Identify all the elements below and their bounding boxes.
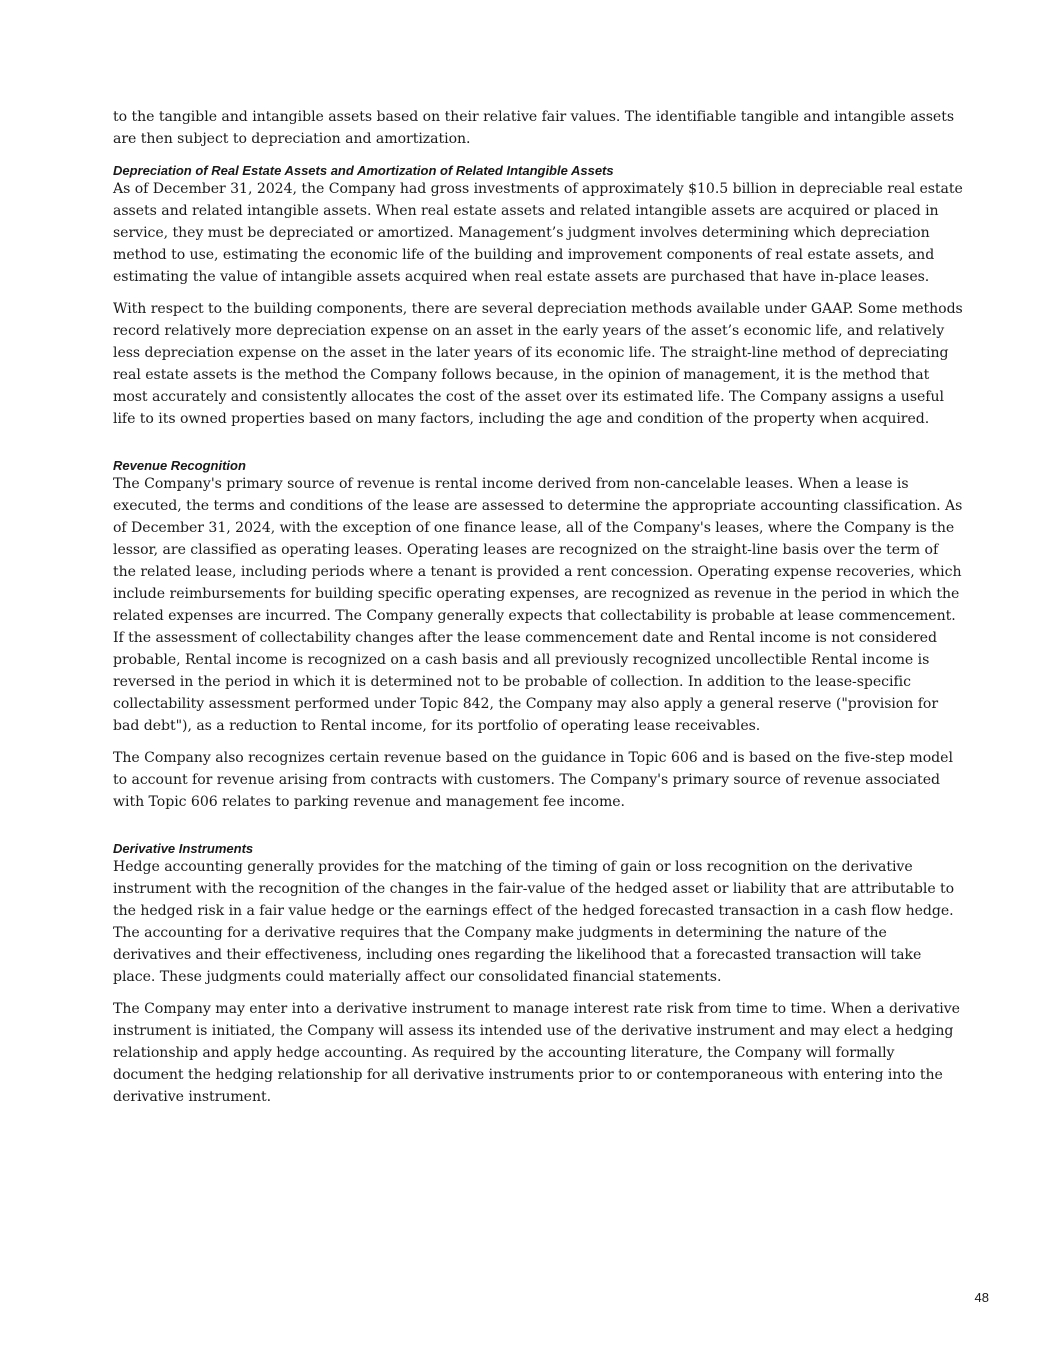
depreciation-paragraph-1: As of December 31, 2024, the Company had gross investments of approximately $10.5 billion in depreciable real estate assets and related intangible assets. When real estate assets and related intangible assets are acquired or placed in service, they must be depreciated or amortized. Management’s judgment involves determining which depreciation method to use, estimating the economic life of the building and improvement components of real estate assets, and estimating the value of intangible assets acquired when real estate assets are purchased that have in-place leases. xyxy=(113,181,963,285)
section-heading-revenue-recognition: Revenue Recognition xyxy=(113,458,246,473)
document-body xyxy=(113,106,963,1118)
section-heading-depreciation: Depreciation of Real Estate Assets and Amortization of Related Intangible Assets xyxy=(113,163,614,178)
depreciation-paragraph-2: With respect to the building components, there are several depreciation methods available under GAAP. Some methods record relatively more depreciation expense on an asset in the early years of the asset’s economic life, and relatively less depreciation expense on the asset in the later years of its economic life. The straight-line method of depreciating real estate assets is the method the Company follows because, in the opinion of management, it is the method that most accurately and consistently allocates the cost of the asset over its estimated life. The Company assigns a useful life to its owned properties based on many factors, including the age and condition of the property when acquired. xyxy=(113,301,963,427)
derivatives-paragraph-2: The Company may enter into a derivative instrument to manage interest rate risk from time to time. When a derivative instrument is initiated, the Company will assess its intended use of the derivative instrument and may elect a hedging relationship and apply hedge accounting. As required by the accounting literature, the Company will formally document the hedging relationship for all derivative instruments prior to or contemporaneous with entering into the derivative instrument. xyxy=(113,1001,960,1105)
revenue-paragraph-1: The Company's primary source of revenue is rental income derived from non-cancelable leases. When a lease is executed, the terms and conditions of the lease are assessed to determine the appropriate accounting classification. As of December 31, 2024, with the exception of one finance lease, all of the Company's leases, where the Company is the lessor, are classified as operating leases. Operating leases are recognized on the straight-line basis over the term of the related lease, including periods where a tenant is provided a rent concession. Operating expense recoveries, which include reimbursements for building specific operating expenses, are recognized as revenue in the period in which the related expenses are incurred. The Company generally expects that collectability is probable at lease commencement. If the assessment of collectability changes after the lease commencement date and Rental income is not considered probable, Rental income is recognized on a cash basis and all previously recognized uncollectible Rental income is reversed in the period in which it is determined not to be probable of collection. In addition to the lease-specific collectability assessment performed under Topic 842, the Company may also apply a general reserve ("provision for bad debt"), as a reduction to Rental income, for its portfolio of operating lease receivables. xyxy=(113,476,963,734)
intro-paragraph: to the tangible and intangible assets based on their relative fair values. The identifiable tangible and intangible assets are then subject to depreciation and amortization. xyxy=(113,109,955,147)
revenue-paragraph-2: The Company also recognizes certain revenue based on the guidance in Topic 606 and is based on the five-step model to account for revenue arising from contracts with customers. The Company's primary source of revenue associated with Topic 606 relates to parking revenue and management fee income. xyxy=(113,750,953,810)
derivatives-paragraph-1: Hedge accounting generally provides for the matching of the timing of gain or loss recognition on the derivative instrument with the recognition of the changes in the fair-value of the hedged asset or liability that are attributable to the hedged risk in a fair value hedge or the earnings effect of the hedged forecasted transaction in a cash flow hedge. The accounting for a derivative requires that the Company make judgments in determining the nature of the derivatives and their effectiveness, including ones regarding the likelihood that a forecasted transaction will take place. These judgments could materially affect our consolidated financial statements. xyxy=(113,859,955,985)
page-number: 48 xyxy=(974,1290,989,1305)
section-heading-derivative-instruments: Derivative Instruments xyxy=(113,841,254,856)
